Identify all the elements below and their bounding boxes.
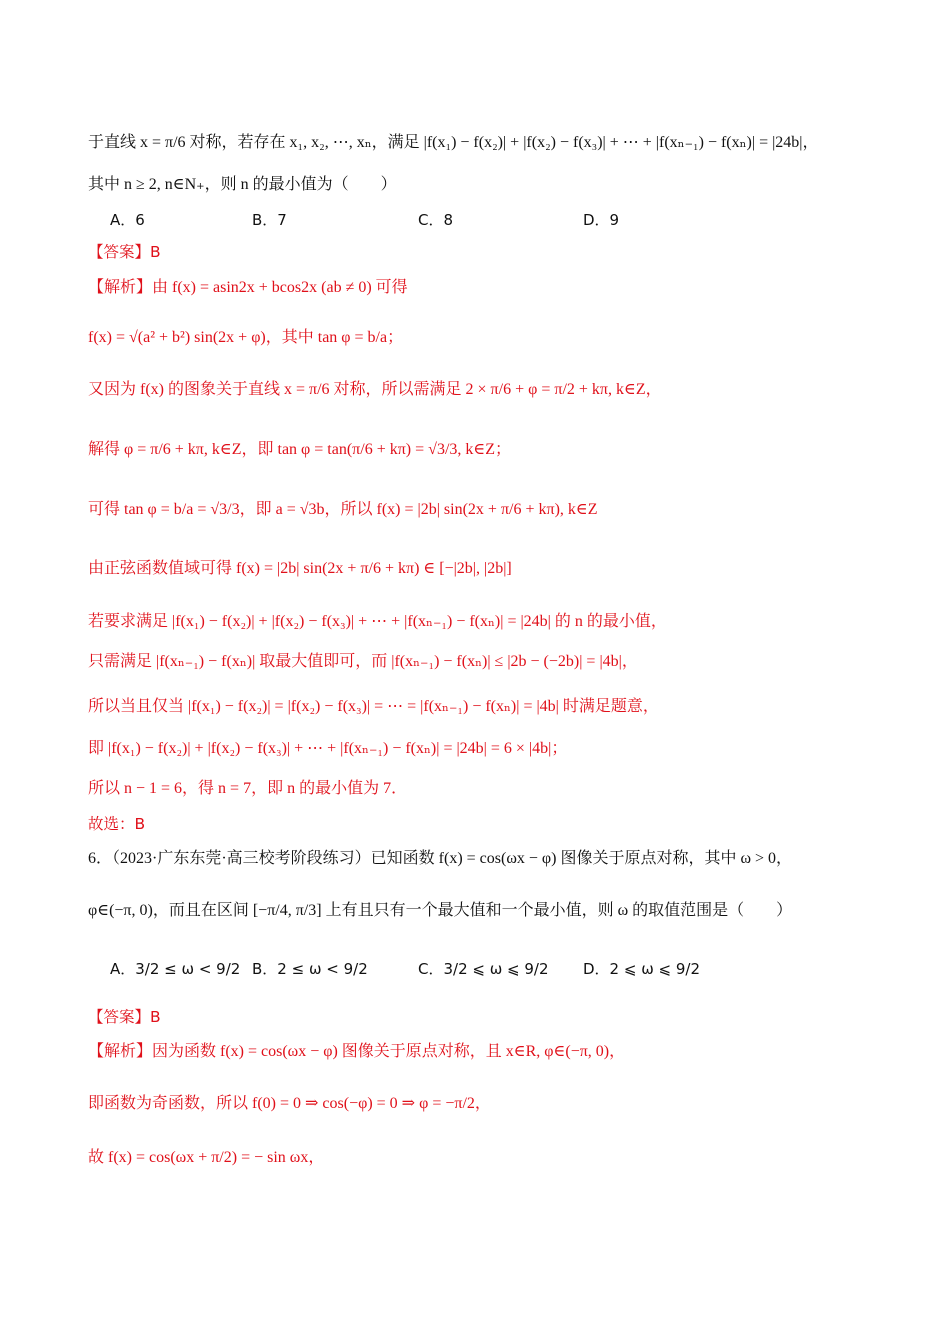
question-6-text-line-2: φ∈(−π, 0)，而且在区间 [−π/4, π/3] 上有且只有一个最大值和一个最小值，则 ω 的取值范围是（ ） (88, 902, 793, 919)
q6-answer: 【答案】B (88, 1008, 161, 1026)
q5-option-d: D．9 (583, 211, 620, 229)
question-6-text-line-1: 6．（2023·广东东莞·高三校考阶段练习）已知函数 f(x) = cos(ωx − φ) 图像关于原点对称，其中 ω > 0， (88, 850, 792, 867)
q5-option-c: C．8 (418, 211, 454, 229)
q5-solution-line-8: 只需满足 |f(xₙ₋₁) − f(xₙ)| 取最大值即可，而 |f(xₙ₋₁) − f(xₙ)| ≤ |2b − (−2b)| = |4b|， (88, 653, 638, 670)
q5-solution-line-9: 所以当且仅当 |f(x₁) − f(x₂)| = |f(x₂) − f(x₃)| = ⋯ = |f(xₙ₋₁) − f(xₙ)| = |4b| 时满足题意， (88, 698, 659, 715)
q5-answer: 【答案】B (88, 243, 161, 261)
q6-option-c: C．3/2 ⩽ ω ⩽ 9/2 (418, 960, 549, 978)
q5-solution-line-10: 即 |f(x₁) − f(x₂)| + |f(x₂) − f(x₃)| + ⋯ + |f(xₙ₋₁) − f(xₙ)| = |24b| = 6 × |4b|； (88, 740, 568, 757)
question-5-text-line-2: 其中 n ≥ 2, n∈N₊，则 n 的最小值为（ ） (88, 176, 397, 193)
q6-solution-line-2: 即函数为奇函数，所以 f(0) = 0 ⇒ cos(−φ) = 0 ⇒ φ = −π/2， (88, 1095, 491, 1112)
q5-solution-line-6: 由正弦函数值域可得 f(x) = |2b| sin(2x + π/6 + kπ) ∈ [−|2b|, |2b|] (88, 560, 512, 577)
q5-solution-line-11: 所以 n − 1 = 6，得 n = 7，即 n 的最小值为 7． (88, 780, 408, 797)
q5-solution-line-4: 解得 φ = π/6 + kπ, k∈Z，即 tan φ = tan(π/6 + kπ) = √3/3, k∈Z； (88, 441, 512, 458)
q6-option-d: D．2 ⩽ ω ⩽ 9/2 (583, 960, 701, 978)
q6-solution-line-3: 故 f(x) = cos(ωx + π/2) = − sin ωx， (88, 1149, 325, 1166)
q5-solution-line-5: 可得 tan φ = b/a = √3/3，即 a = √3b，所以 f(x) = |2b| sin(2x + π/6 + kπ), k∈Z (88, 501, 598, 518)
q5-solution-line-2: f(x) = √(a² + b²) sin(2x + φ)，其中 tan φ = b/a； (88, 329, 404, 346)
q5-option-a: A．6 (110, 211, 145, 229)
q5-solution-line-1: 【解析】由 f(x) = asin2x + bcos2x (ab ≠ 0) 可得 (88, 279, 408, 296)
q5-solution-line-7: 若要求满足 |f(x₁) − f(x₂)| + |f(x₂) − f(x₃)| + ⋯ + |f(xₙ₋₁) − f(xₙ)| = |24b| 的 n 的最小值， (88, 613, 667, 630)
q6-option-b: B．2 ≤ ω < 9/2 (252, 960, 368, 978)
question-5-text-line-1: 于直线 x = π/6 对称，若存在 x₁, x₂, ⋯, xₙ，满足 |f(x₁) − f(x₂)| + |f(x₂) − f(x₃)| + ⋯ + |f(xₙ₋₁) − f(xₙ)| = |24b|， (88, 134, 819, 151)
q5-solution-conclusion: 故选：B (88, 815, 146, 833)
q6-option-a: A．3/2 ≤ ω < 9/2 (110, 960, 241, 978)
q5-option-b: B．7 (252, 211, 287, 229)
q5-solution-line-3: 又因为 f(x) 的图象关于直线 x = π/6 对称，所以需满足 2 × π/6 + φ = π/2 + kπ, k∈Z， (88, 381, 662, 398)
q6-solution-line-1: 【解析】因为函数 f(x) = cos(ωx − φ) 图像关于原点对称，且 x∈R, φ∈(−π, 0)， (88, 1043, 626, 1060)
